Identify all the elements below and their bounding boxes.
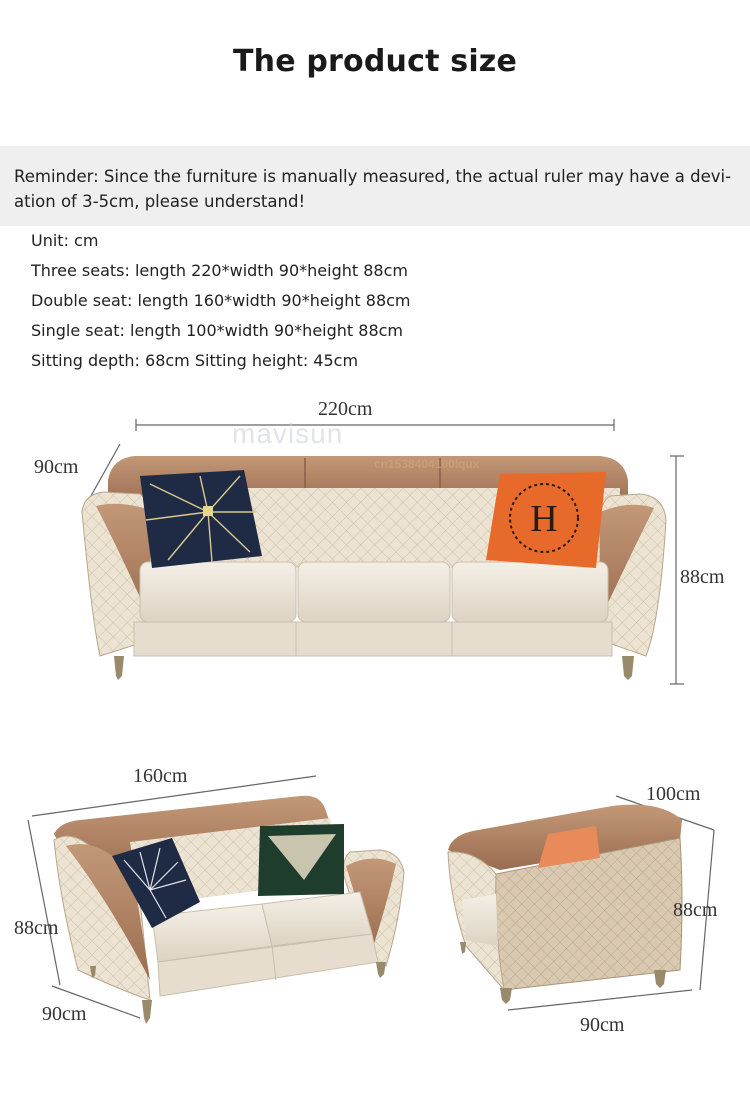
three-seat-width-label: 90cm bbox=[34, 456, 79, 478]
single-seat-height-label: 88cm bbox=[673, 899, 718, 921]
reminder-line-2: ation of 3-5cm, please understand! bbox=[14, 192, 306, 211]
reminder-line-1: Reminder: Since the furniture is manually measured, the actual ruler may have a devi- bbox=[14, 167, 732, 186]
double-seat-height-label: 88cm bbox=[14, 917, 59, 939]
three-seat-height-label: 88cm bbox=[680, 566, 725, 588]
three-seat-length-label: 220cm bbox=[318, 398, 373, 420]
spec-unit: Unit: cm bbox=[31, 231, 99, 250]
spec-double-seat: Double seat: length 160*width 90*height 88cm bbox=[31, 291, 411, 310]
double-seat-width-label: 90cm bbox=[42, 1003, 87, 1025]
double-seat-length-label: 160cm bbox=[133, 765, 188, 787]
spec-three-seats: Three seats: length 220*width 90*height 88cm bbox=[31, 261, 408, 280]
double-seat-sofa bbox=[28, 776, 404, 1024]
spec-sitting: Sitting depth: 68cm Sitting height: 45cm bbox=[31, 351, 359, 370]
watermark-brand: mavisun bbox=[232, 418, 344, 449]
spec-single-seat: Single seat: length 100*width 90*height 88cm bbox=[31, 321, 404, 340]
svg-text:H: H bbox=[530, 498, 558, 540]
page-title: The product size bbox=[232, 44, 518, 79]
watermark-sku: cn1538404100lqux bbox=[374, 457, 480, 471]
single-seat-length-label: 100cm bbox=[646, 783, 701, 805]
single-seat-width-label: 90cm bbox=[580, 1014, 625, 1036]
